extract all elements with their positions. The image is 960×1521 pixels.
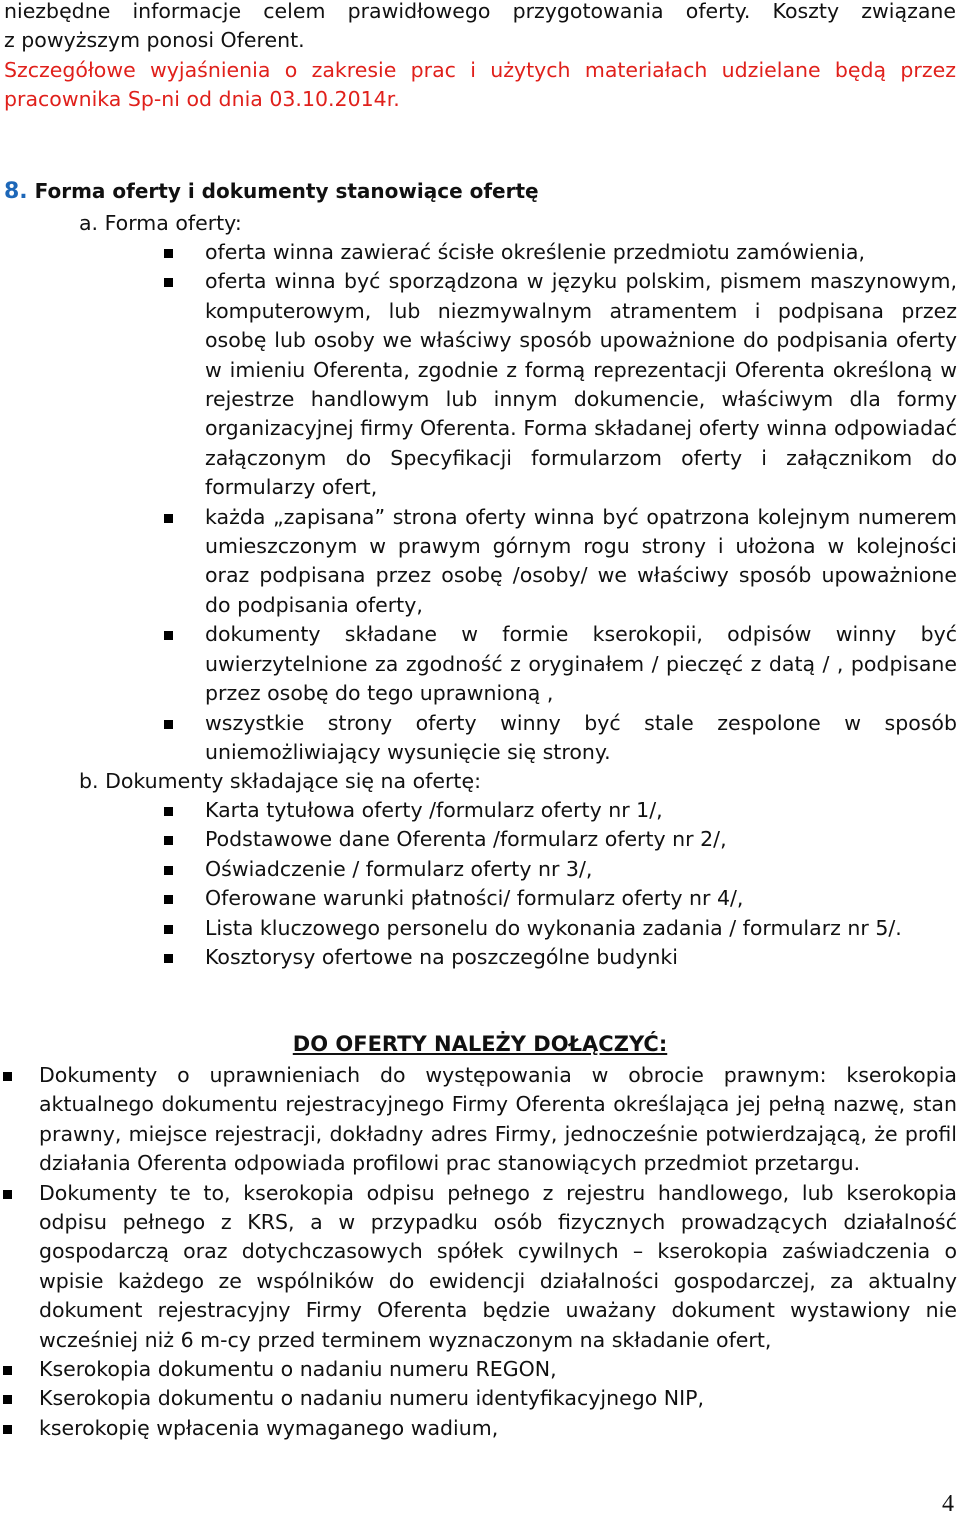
list-item: Oferowane warunki płatności/ formularz oferty nr 4/, — [205, 884, 957, 913]
list-item: Dokumenty o uprawnieniach do występowania w obrocie prawnym: kserokopia aktualnego dokumentu rejestracyjnego Firmy Oferenta określająca jej pełną nazwę, stan prawny, miejsce rejestracji, dokładny adres Firmy, jednocześnie potwierdzającą, że profil działania Oferenta odpowiada profilowi prac stanowiących przedmiot przetargu. — [39, 1061, 957, 1179]
section-number: 8. — [4, 179, 28, 204]
list-item: Kserokopia dokumentu o nadaniu numeru REGON, — [39, 1355, 957, 1384]
attachments-heading: DO OFERTY NALEŻY DOŁĄCZYĆ: — [292, 1032, 668, 1056]
red-note-line-2: pracownika Sp-ni od dnia 03.10.2014r. — [4, 87, 400, 112]
list-item: Karta tytułowa oferty /formularz oferty nr 1/, — [205, 796, 957, 825]
subsection-a-title: Forma oferty: — [104, 211, 242, 235]
page-number: 4 — [942, 1491, 954, 1517]
list-item: kserokopię wpłacenia wymaganego wadium, — [39, 1414, 957, 1443]
section-heading — [4, 177, 539, 206]
form-requirements-list — [205, 238, 957, 767]
intro-paragraph — [4, 0, 956, 115]
list-item: wszystkie strony oferty winny być stale zespolone w sposób uniemożliwiający wysunięcie się strony. — [205, 709, 957, 768]
list-item: Kserokopia dokumentu o nadaniu numeru identyfikacyjnego NIP, — [39, 1384, 957, 1413]
subsection-b-label: b. — [79, 769, 99, 793]
list-item: Oświadczenie / formularz oferty nr 3/, — [205, 855, 957, 884]
list-item: Dokumenty te to, kserokopia odpisu pełnego z rejestru handlowego, lub kserokopia odpisu pełnego z KRS, a w przypadku osób fizycznych prowadzących działalność gospodarczą oraz dotychczasowych spółek cywilnych – kserokopia zaświadczenia o wpisie każdego ze wspólników do ewidencji działalności gospodarczej, za aktualny dokument rejestracyjny Firmy Oferenta będzie uważany dokument wystawiony nie wcześniej niż 6 m-cy przed terminem wyznaczonym na składanie ofert, — [39, 1179, 957, 1355]
list-item: dokumenty składane w formie kserokopii, odpisów winny być uwierzytelnione za zgodność z oryginałem / pieczęć z datą / , podpisane przez osobę do tego uprawnioną , — [205, 620, 957, 708]
list-item: Kosztorysy ofertowe na poszczególne budynki — [205, 943, 957, 972]
intro-line-2: z powyższym ponosi Oferent. — [4, 28, 305, 53]
subsection-a-heading — [79, 209, 242, 238]
list-item: Podstawowe dane Oferenta /formularz oferty nr 2/, — [205, 825, 957, 854]
subsection-b-title: Dokumenty składające się na ofertę: — [105, 769, 481, 793]
intro-line-1: niezbędne informacje celem prawidłowego przygotowania oferty. Koszty związane — [4, 0, 956, 23]
red-note-line-1: Szczegółowe wyjaśnienia o zakresie prac i użytych materiałach udzielane będą przez — [4, 57, 956, 82]
list-item: oferta winna być sporządzona w języku polskim, pismem maszynowym, komputerowym, lub niezmywalnym atramentem i podpisana przez osobę lub osoby we właściwy sposób upoważnione do podpisania oferty w imieniu Oferenta, zgodnie z formą reprezentacji Oferenta określoną w rejestrze handlowym lub innym dokumencie, właściwym dla formy organizacyjnej firmy Oferenta. Forma składanej oferty winna odpowiadać załączonym do Specyfikacji formularzom oferty i załącznikom do formularzy ofert, — [205, 267, 957, 502]
subsection-b-heading — [79, 767, 481, 796]
attachments-list — [39, 1061, 957, 1443]
subsection-a-label: a. — [79, 211, 99, 235]
list-item: oferta winna zawierać ścisłe określenie przedmiotu zamówienia, — [205, 238, 957, 267]
offer-documents-list — [205, 796, 957, 972]
list-item: Lista kluczowego personelu do wykonania zadania / formularz nr 5/. — [205, 914, 957, 943]
list-item: każda „zapisana” strona oferty winna być opatrzona kolejnym numerem umieszczonym w prawym górnym rogu strony i ułożona w kolejności oraz podpisana przez osobę /osoby/ we właściwy sposób upoważnione do podpisania oferty, — [205, 503, 957, 621]
section-title: Forma oferty i dokumenty stanowiące ofertę — [34, 179, 539, 203]
